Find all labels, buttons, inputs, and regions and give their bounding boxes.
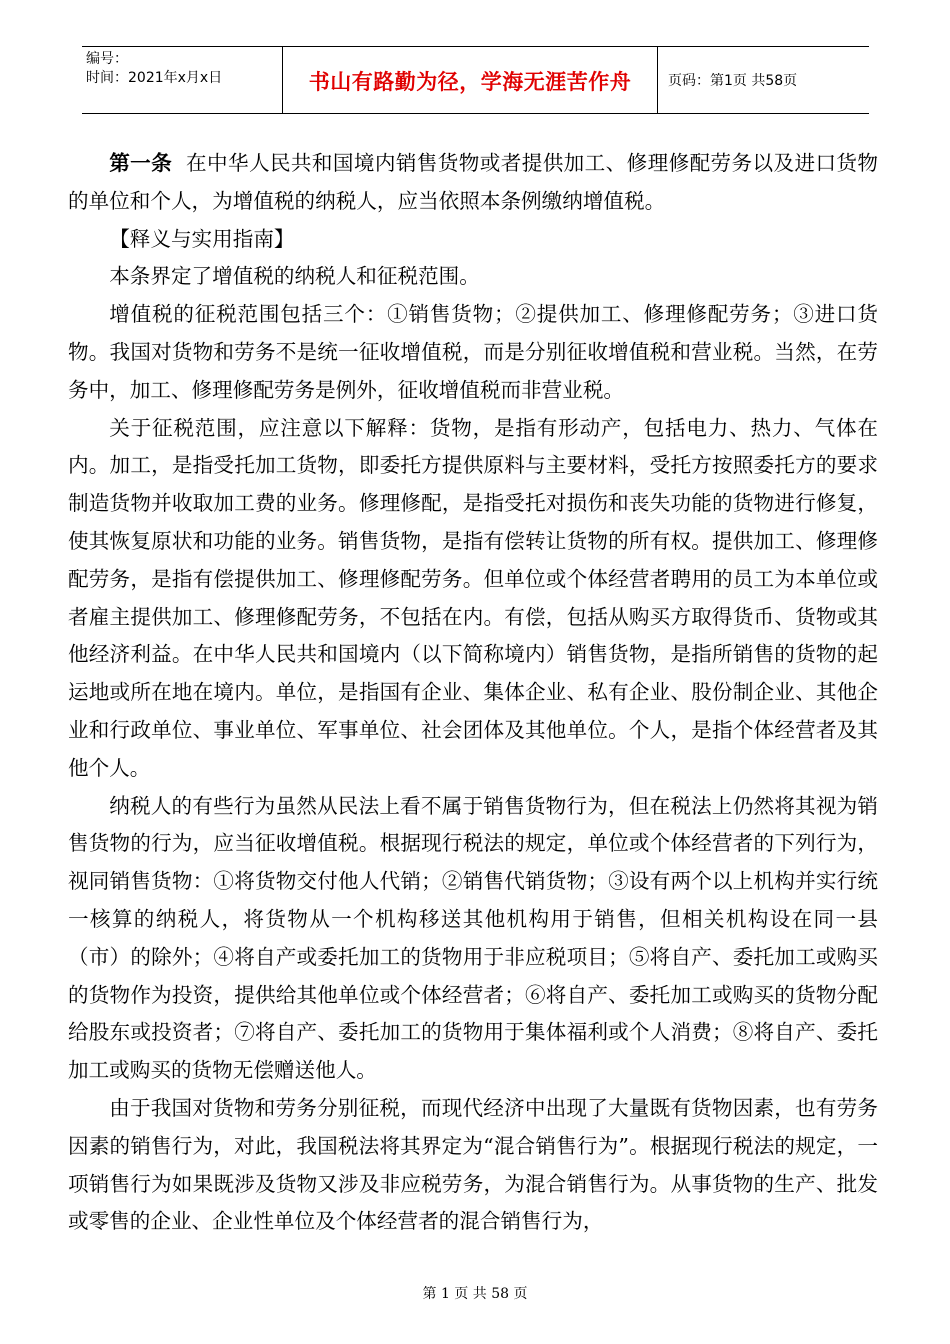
paragraph-4: 关于征税范围，应注意以下解释：货物，是指有形动产，包括电力、热力、气体在内。加工，是指受托加工货物，即委托方提供原料与主要材料，受托方按照委托方的要求制造货物并收取加工费的业务。修理修配，是指受托对损伤和丧失功能的货物进行修复，使其恢复原状和功能的业务。销售货物，是指有偿转让货物的所有权。提供加工、修理修配劳务，是指有偿提供加工、修理修配劳务。但单位或个体经营者聘用的员工为本单位或者雇主提供加工、修理修配劳务，不包括在内。有偿，包括从购买方取得货币、货物或其他经济利益。在中华人民共和国境内（以下简称境内）销售货物，是指所销售的货物的起运地或所在地在境内。单位，是指国有企业、集体企业、私有企业、股份制企业、其他企业和行政单位、事业单位、军事单位、社会团体及其他单位。个人，是指个体经营者及其他个人。	[68, 415, 878, 780]
header-page-info: 页码：第1页 共58页	[668, 73, 798, 89]
section-title: 【释义与实用指南】	[109, 226, 295, 251]
article-body	[68, 145, 878, 1241]
header-meta	[82, 47, 282, 113]
header-motto: 书山有路勤为径，学海无涯苦作舟	[308, 69, 632, 94]
paragraph-6: 由于我国对货物和劳务分别征税，而现代经济中出现了大量既有货物因素，也有劳务因素的销售行为，对此，我国税法将其界定为“混合销售行为”。根据现行税法的规定，一项销售行为如果既涉及货物又涉及非应税劳务，为混合销售行为。从事货物的生产、批发或零售的企业、企业性单位及个体经营者的混合销售行为，	[68, 1095, 878, 1234]
header-motto-cell	[282, 47, 658, 113]
paragraph-5: 纳税人的有些行为虽然从民法上看不属于销售货物行为，但在税法上仍然将其视为销售货物的行为，应当征收增值税。根据现行税法的规定，单位或个体经营者的下列行为，视同销售货物：①将货物交付他人代销；②销售代销货物；③设有两个以上机构并实行统一核算的纳税人，将货物从一个机构移送其他机构用于销售，但相关机构设在同一县（市）的除外；④将自产或委托加工的货物用于非应税项目；⑤将自产、委托加工或购买的货物作为投资，提供给其他单位或个体经营者；⑥将自产、委托加工或购买的货物分配给股东或投资者；⑦将自产、委托加工的货物用于集体福利或个人消费；⑧将自产、委托加工或购买的货物无偿赠送他人。	[68, 793, 878, 1083]
document-number-label: 编号：	[86, 51, 128, 67]
document-date: 时间：2021年x月x日	[86, 70, 223, 86]
article-text: 在中华人民共和国境内销售货物或者提供加工、修理修配劳务以及进口货物的单位和个人，为增值税的纳税人，应当依照本条例缴纳增值税。	[68, 151, 879, 213]
paragraph-2: 本条界定了增值税的纳税人和征税范围。	[109, 264, 480, 289]
paragraph-3: 增值税的征税范围包括三个：①销售货物；②提供加工、修理修配劳务；③进口货物。我国对货物和劳务不是统一征收增值税，而是分别征收增值税和营业税。当然，在劳务中，加工、修理修配劳务是例外，征收增值税而非营业税。	[68, 302, 878, 402]
article-paragraph-1	[68, 145, 878, 221]
page-header	[82, 46, 869, 114]
page-footer: 第 1 页 共 58 页	[422, 1286, 528, 1302]
article-heading: 第一条	[109, 151, 173, 175]
